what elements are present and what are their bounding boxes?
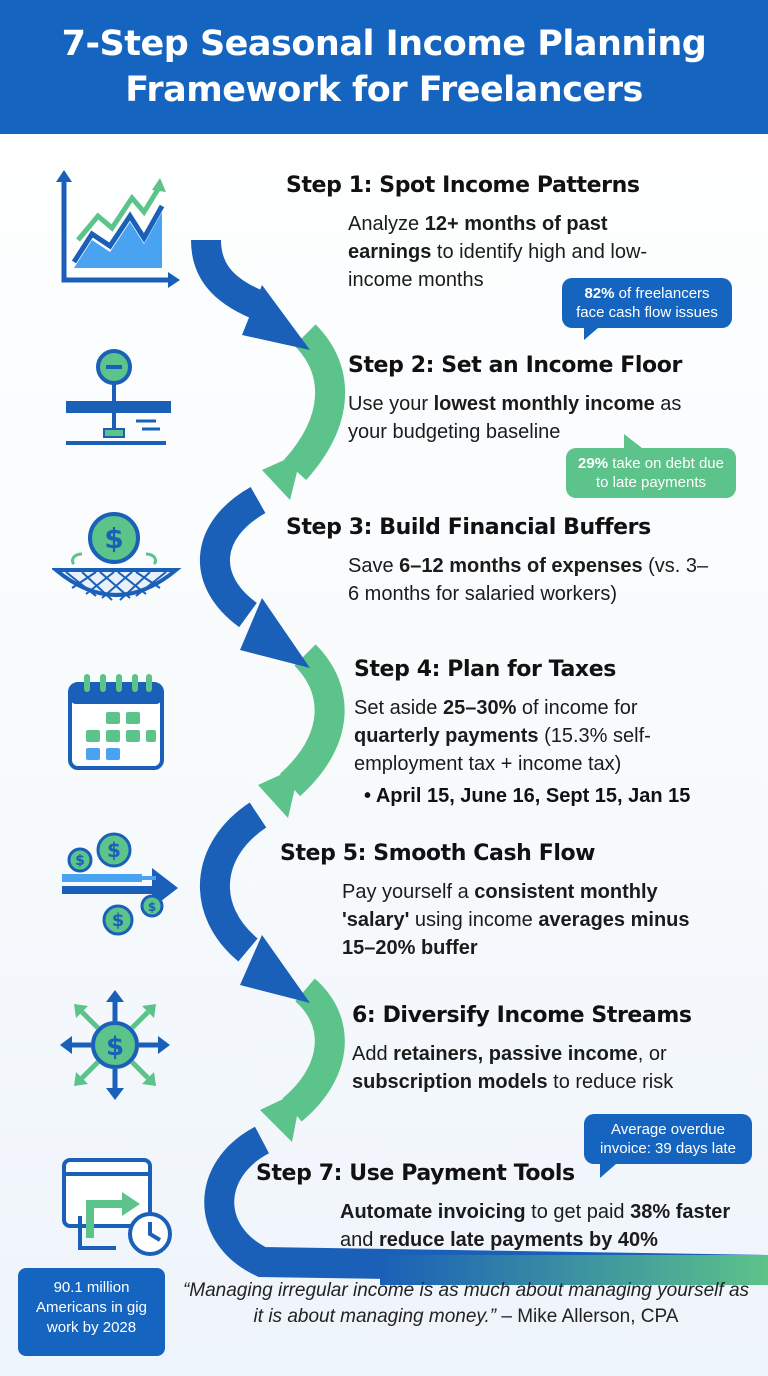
quote (176, 1278, 756, 1330)
step-7-description (340, 1198, 750, 1254)
step-3 (286, 514, 746, 608)
arrowhead-2 (262, 452, 302, 500)
flow-segment-1 (206, 240, 258, 305)
callout-2-text: take on debt due to late payments (595, 455, 724, 491)
step-6-description (352, 1040, 712, 1096)
quote-text: “Managing irregular income is as much about managing yourself as it is about managing money.” (182, 1280, 750, 1327)
quote-attribution: – Mike Allerson, CPA (496, 1306, 679, 1327)
description-highlight: 12+ months of past earnings (348, 213, 608, 263)
step-4-deadlines: • April 15, June 16, Sept 15, Jan 15 (364, 785, 691, 807)
step-4-deadlines-text: April 15, June 16, Sept 15, Jan 15 (375, 785, 691, 807)
payment-automation-icon (60, 1156, 190, 1286)
description-text: Use your (348, 393, 434, 415)
callout-3-text: Average overdue invoice: 39 days late (600, 1121, 736, 1157)
description-text: (vs. 3–6 months for salaried workers) (348, 555, 709, 605)
description-text: , or (637, 1043, 667, 1065)
step-4-description (354, 694, 694, 778)
description-text: to identify high and low-income months (348, 241, 648, 291)
step-3-title: Step 3: Build Financial Buffers (286, 515, 651, 540)
description-text: Save (348, 555, 400, 577)
calendar-icon (66, 672, 196, 802)
flow-segment-3 (215, 500, 258, 615)
step-6-title: 6: Diversify Income Streams (352, 1003, 692, 1028)
description-text: of income for (516, 697, 638, 719)
callout-overdue-invoice (584, 1114, 752, 1164)
svg-text:$: $ (105, 1032, 125, 1062)
flow-segment-4 (290, 655, 330, 785)
line-chart-icon (52, 170, 182, 300)
description-highlight: averages minus 15–20% buffer (342, 909, 690, 959)
description-text: Pay yourself a (342, 881, 475, 903)
description-text: (15.3% self-employment tax + income tax) (354, 725, 651, 775)
step-3-description (348, 552, 718, 608)
gig-work-stat-text: 90.1 million Americans in gig work by 2028 (36, 1279, 147, 1336)
page-title-line-1: 7-Step Seasonal Income Planning (61, 24, 707, 64)
callout-1-bold: 82% (584, 285, 615, 302)
flow-segment-6 (292, 990, 330, 1110)
description-text: Set aside (354, 697, 443, 719)
svg-text:$: $ (147, 900, 157, 914)
description-highlight: 38% faster (630, 1201, 731, 1223)
svg-text:$: $ (107, 838, 121, 862)
step-5-description (342, 878, 722, 962)
description-highlight: subscription models (352, 1071, 548, 1093)
description-highlight: quarterly payments (354, 725, 539, 747)
step-4 (354, 656, 734, 810)
callout-1-text: of freelancers face cash flow issues (576, 285, 718, 321)
arrowhead-6 (260, 1090, 302, 1142)
description-highlight: consistent monthly 'salary' (342, 881, 658, 931)
description-highlight: reduce late payments by 40% (378, 1229, 658, 1251)
step-1-title: Step 1: Spot Income Patterns (286, 173, 640, 198)
step-5 (280, 840, 740, 962)
safety-net-icon (52, 510, 182, 640)
step-5-title: Step 5: Smooth Cash Flow (280, 841, 596, 866)
svg-text:$: $ (104, 522, 124, 555)
svg-text:$: $ (75, 853, 85, 869)
description-text: using income (409, 909, 539, 931)
description-highlight: retainers, passive income (393, 1043, 638, 1065)
callout-2-bold: 29% (578, 455, 609, 472)
description-highlight: lowest monthly income (433, 393, 655, 415)
description-text: and (340, 1229, 379, 1251)
description-text: Add (352, 1043, 394, 1065)
flow-segment-5 (215, 815, 258, 950)
svg-text:$: $ (111, 910, 125, 931)
step-1 (286, 172, 746, 294)
description-text: to reduce risk (547, 1071, 674, 1093)
step-6 (352, 1002, 742, 1096)
diversify-icon (58, 988, 188, 1118)
description-highlight: Automate invoicing (340, 1201, 526, 1223)
description-text: Analyze (348, 213, 425, 235)
description-highlight: 6–12 months of expenses (399, 555, 643, 577)
income-floor-icon (56, 345, 186, 475)
flow-arrowheads (240, 285, 310, 1142)
gig-work-stat (18, 1268, 165, 1356)
description-highlight: 25–30% (442, 697, 517, 719)
cash-flow-icon (56, 830, 186, 960)
step-7-title: Step 7: Use Payment Tools (256, 1161, 575, 1186)
description-text: as your budgeting baseline (348, 393, 682, 443)
step-4-title: Step 4: Plan for Taxes (354, 657, 616, 682)
step-2-title: Step 2: Set an Income Floor (348, 353, 682, 378)
step-7 (256, 1160, 756, 1254)
flow-segment-2 (295, 335, 330, 470)
callout-cash-flow-issues (562, 278, 732, 328)
page-title-line-2: Framework for Freelancers (125, 70, 643, 110)
step-2 (348, 352, 708, 446)
callout-debt-late-payments (566, 448, 736, 498)
description-text: to get paid (525, 1201, 631, 1223)
arrowhead-4 (258, 766, 300, 818)
